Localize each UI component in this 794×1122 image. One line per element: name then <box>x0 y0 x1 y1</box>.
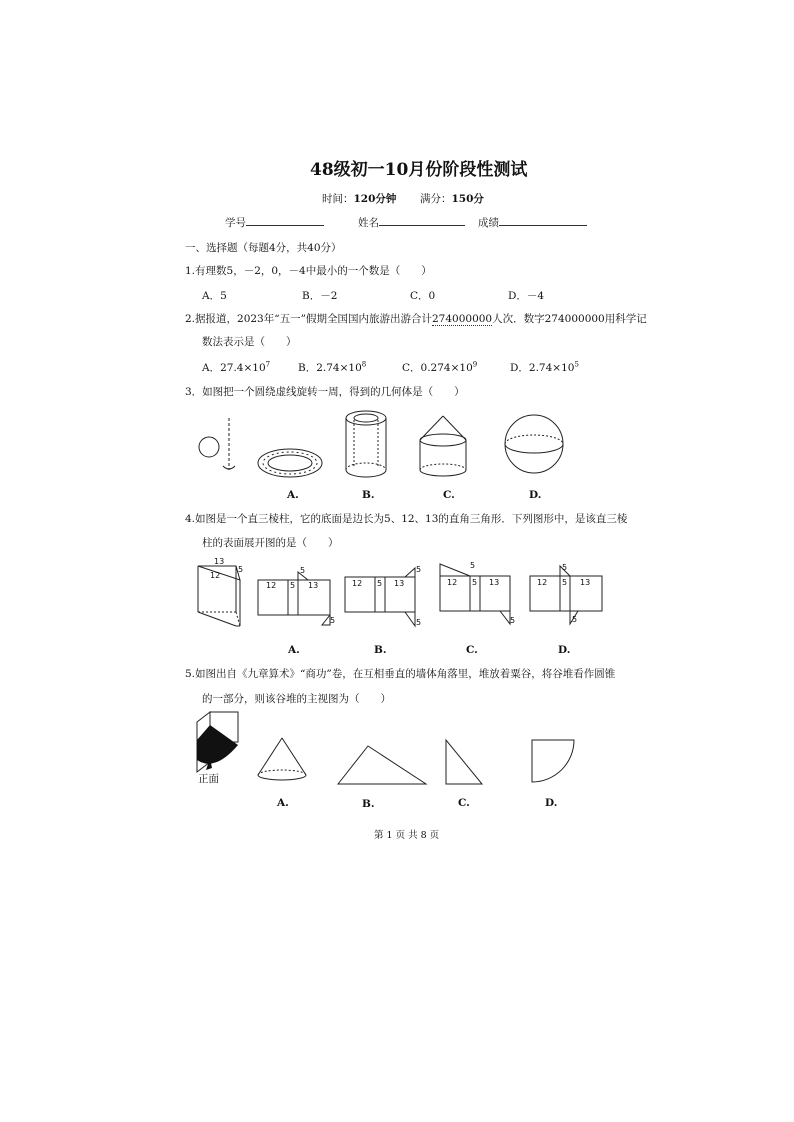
q5-grain-pile-figure <box>197 712 238 772</box>
page-title: 48级初一10月份阶段性测试 <box>310 160 528 180</box>
page-footer: 第 1 页 共 8 页 <box>374 830 440 841</box>
q3-option-c-figure <box>420 416 466 476</box>
q4-option-c-figure <box>440 561 515 625</box>
grade-field[interactable]: 成绩 <box>478 215 587 230</box>
svg-text:13: 13 <box>308 581 319 590</box>
q1-stem: 1.有理数5，－2，0，－4中最小的一个数是（ ） <box>185 265 432 277</box>
q3-circle-figure <box>199 418 235 470</box>
q5-stem-line2: 的一部分，则该谷堆的主视图为（ ） <box>202 693 391 705</box>
svg-text:12: 12 <box>447 578 458 587</box>
time-value: 120分钟 <box>353 193 397 205</box>
svg-text:5: 5 <box>330 616 336 625</box>
q2-option-d[interactable]: D．$2.74\times 10^5$ <box>510 360 579 374</box>
q1-option-c[interactable]: C．0 <box>410 290 436 302</box>
svg-text:5: 5 <box>470 561 476 570</box>
q4-option-d-figure <box>530 563 602 624</box>
svg-text:13: 13 <box>489 578 500 587</box>
q4-option-b[interactable]: B. <box>374 644 387 656</box>
q4-option-a-figure <box>258 566 335 625</box>
svg-text:5: 5 <box>572 615 578 624</box>
svg-text:5: 5 <box>300 566 306 575</box>
q4-option-a[interactable]: A. <box>288 644 300 656</box>
q4-option-d[interactable]: D. <box>558 644 571 656</box>
score-value: 150分 <box>451 193 484 205</box>
q5-option-b[interactable]: B. <box>362 798 375 810</box>
svg-text:5: 5 <box>510 616 516 625</box>
q2-stem: 2.据报道，2023年“五一”假期全国国内旅游出游合计274000000人次．数字274000000用科学记 <box>185 313 647 325</box>
q4-option-b-figure <box>345 565 421 627</box>
svg-text:5: 5 <box>377 579 383 588</box>
q4-prism-figure <box>198 557 243 626</box>
svg-text:5: 5 <box>238 565 244 574</box>
svg-text:5: 5 <box>416 618 422 627</box>
q2-option-a[interactable]: A．$27.4\times 10^7$ <box>202 360 271 374</box>
q4-option-c[interactable]: C. <box>466 644 478 656</box>
student-no-field[interactable]: 学号 <box>225 215 324 230</box>
svg-text:12: 12 <box>266 581 277 590</box>
svg-text:12: 12 <box>537 578 548 587</box>
time-label: 时间： <box>322 193 354 205</box>
q5-option-d[interactable]: D. <box>545 797 558 809</box>
svg-text:12: 12 <box>210 571 221 580</box>
svg-text:13: 13 <box>214 557 225 566</box>
q3-option-a-figure <box>258 449 322 477</box>
q5-front-label: 正面 <box>198 773 219 785</box>
q1-option-b[interactable]: B．－2 <box>302 290 338 302</box>
q4-stem-line2: 柱的表面展开图的是（ ） <box>202 537 339 549</box>
q5-option-a[interactable]: A. <box>277 797 289 809</box>
svg-text:5: 5 <box>562 578 568 587</box>
q3-option-b[interactable]: B. <box>362 489 375 501</box>
q3-option-a[interactable]: A. <box>287 489 299 501</box>
q3-option-c[interactable]: C. <box>443 489 455 501</box>
q2-option-b[interactable]: B．$2.74\times 10^8$ <box>298 360 367 374</box>
svg-text:5: 5 <box>472 578 478 587</box>
name-field[interactable]: 姓名 <box>358 215 465 230</box>
q3-stem: 3．如图把一个圆绕虚线旋转一周，得到的几何体是（ ） <box>185 386 465 398</box>
q3-option-b-figure <box>346 411 386 477</box>
q3-option-d-figure <box>505 415 563 473</box>
svg-text:13: 13 <box>580 578 591 587</box>
svg-text:5: 5 <box>416 565 422 574</box>
score-label: 满分： <box>420 193 452 205</box>
q5-option-c[interactable]: C. <box>458 797 470 809</box>
q1-option-a[interactable]: A．5 <box>202 290 227 302</box>
q5-option-c-figure <box>446 740 482 784</box>
section-heading: 一、选择题（每题4分，共40分） <box>185 242 342 254</box>
q2-stem-line2: 数法表示是（ ） <box>202 336 297 348</box>
q5-option-a-figure <box>258 738 306 780</box>
q1-option-d[interactable]: D．－4 <box>508 290 545 302</box>
svg-text:13: 13 <box>394 579 405 588</box>
q2-number: 274000000 <box>431 313 493 325</box>
svg-text:12: 12 <box>352 579 363 588</box>
q5-option-b-figure <box>338 746 426 784</box>
q3-option-d[interactable]: D. <box>529 489 542 501</box>
svg-text:5: 5 <box>290 581 296 590</box>
q5-option-d-figure <box>532 740 574 782</box>
q4-stem: 4.如图是一个直三棱柱，它的底面是边长为5、12、13的直角三角形．下列图形中，是该直三棱 <box>185 513 628 525</box>
q2-option-c[interactable]: C．$0.274\times 10^9$ <box>402 360 478 374</box>
svg-text:5: 5 <box>562 563 568 572</box>
q5-stem: 5.如图出自《九章算术》“商功”卷，在互相垂直的墙体角落里，堆放着粟谷，将谷堆看作圆锥 <box>185 668 616 680</box>
